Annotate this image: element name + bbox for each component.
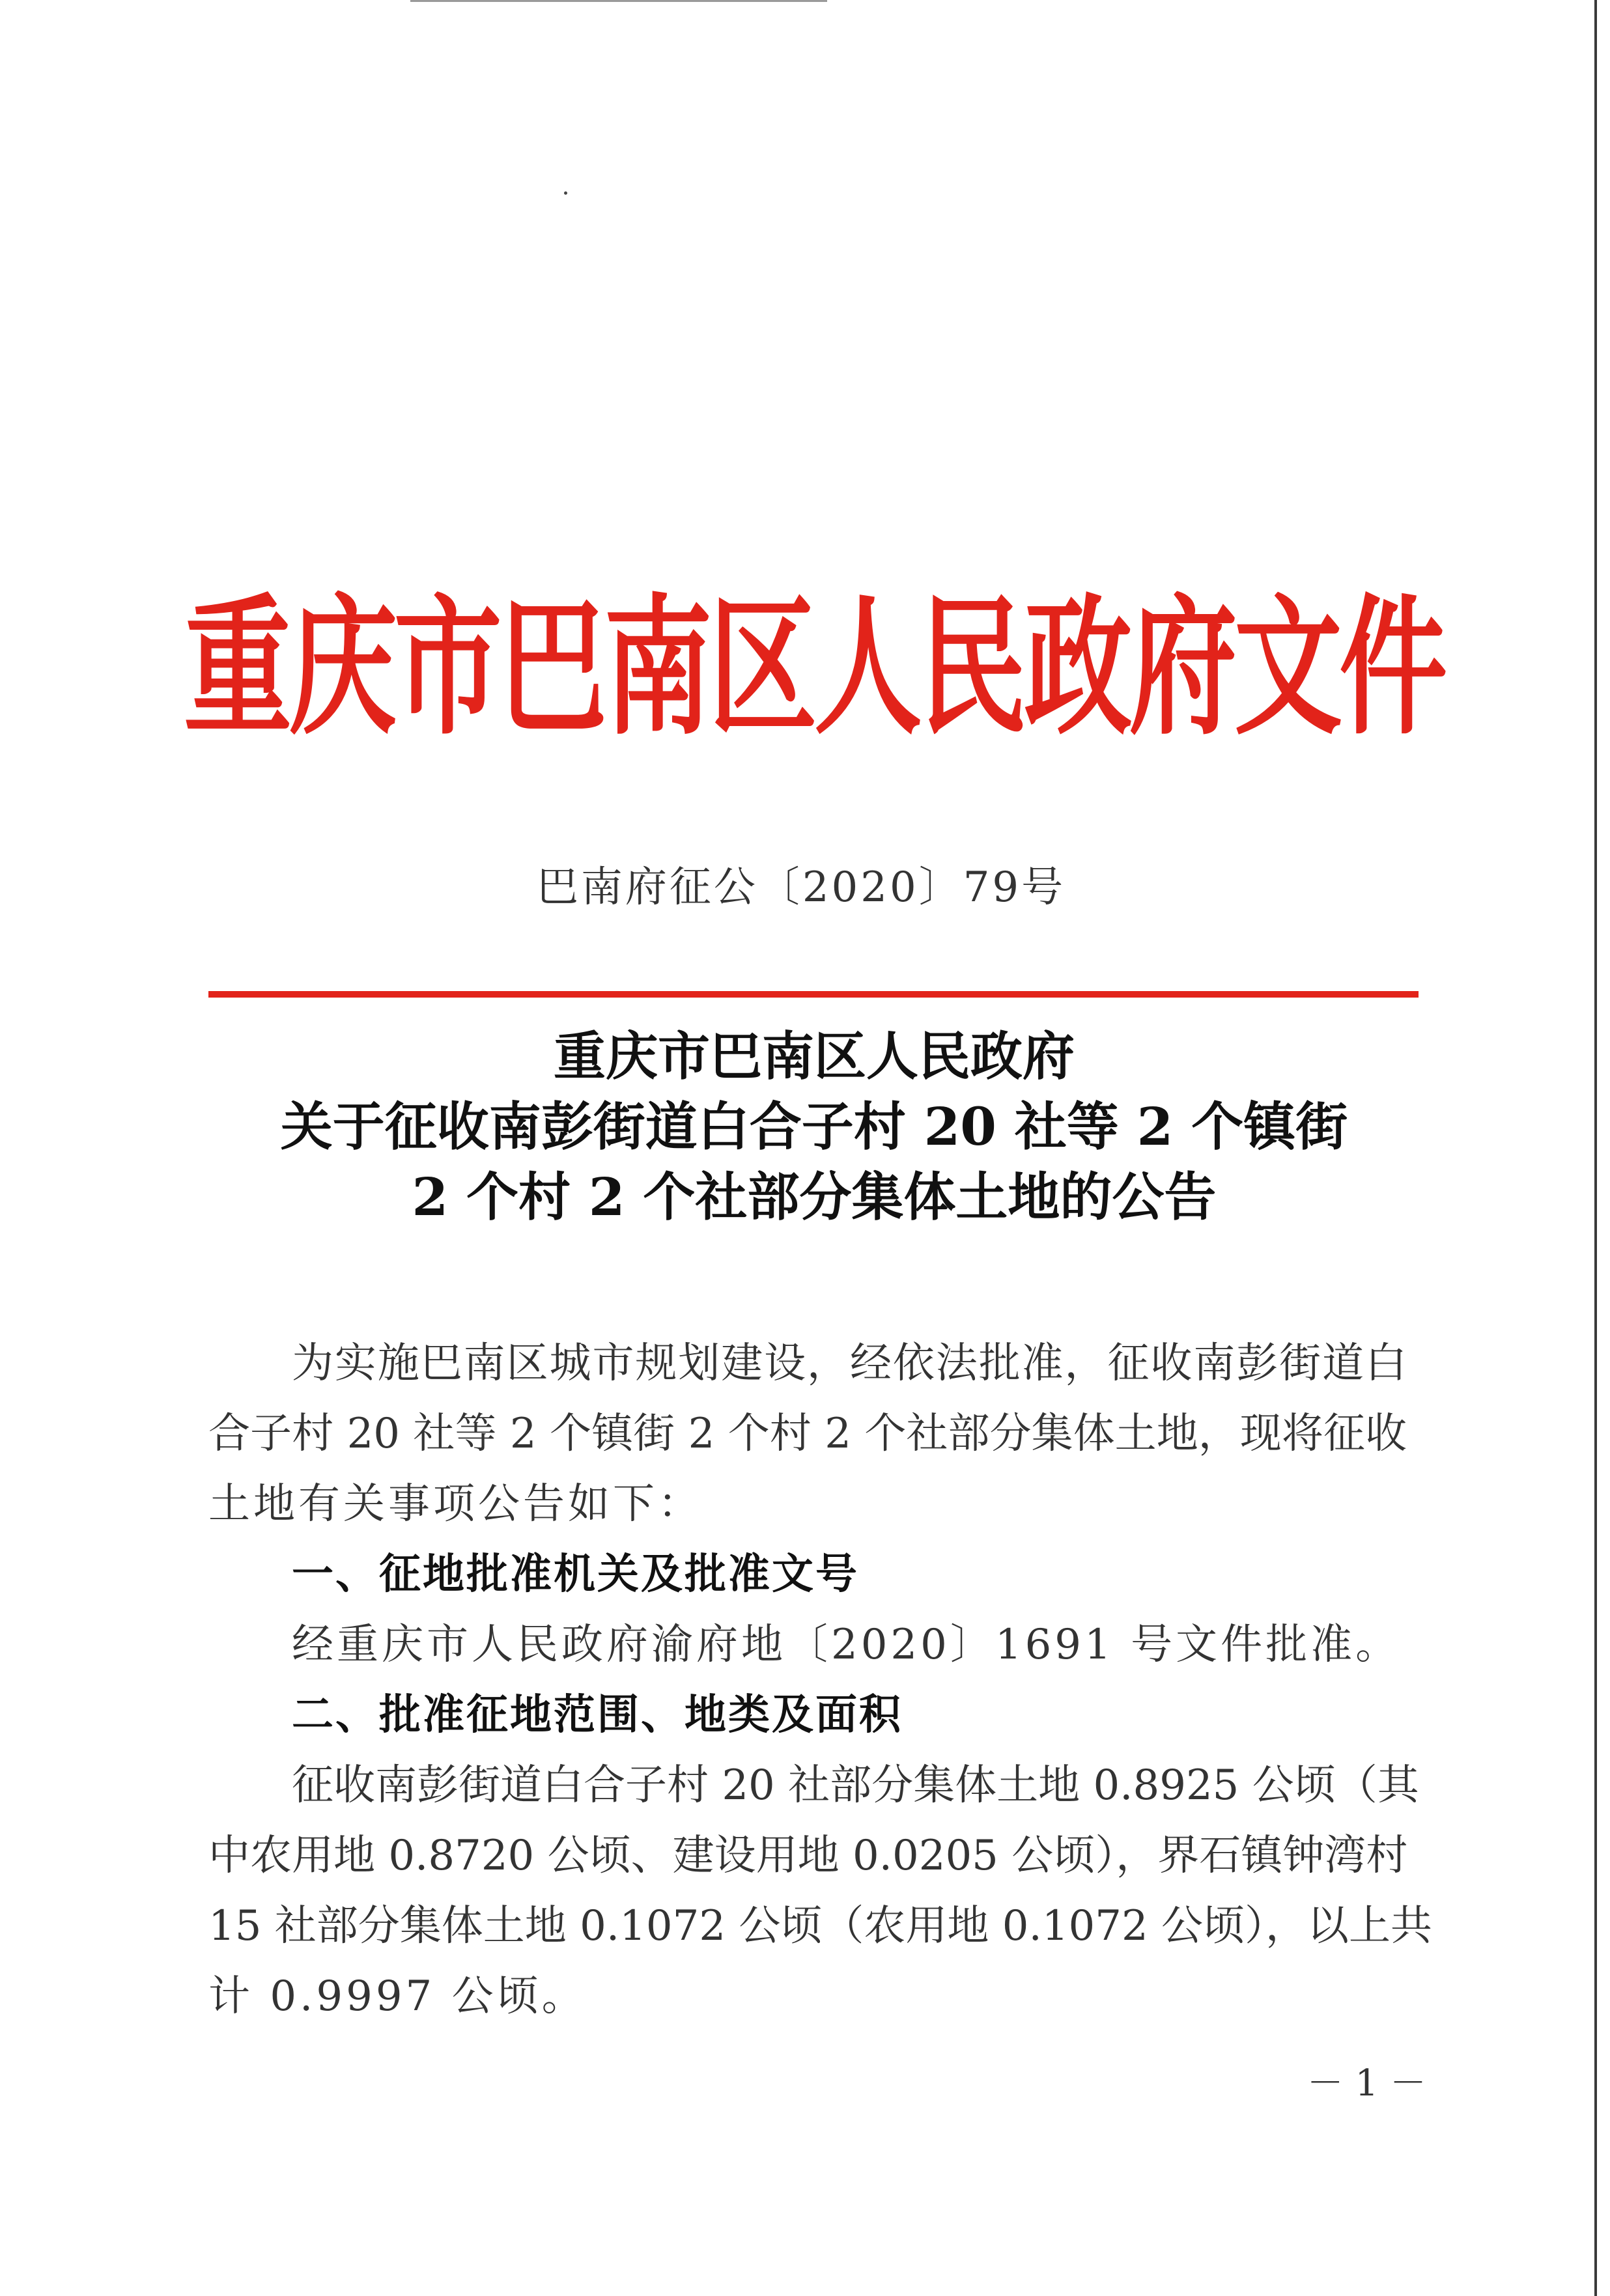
title-line-3: 2 个村 2 个社部分集体土地的公告 [412, 1166, 1217, 1227]
body-line-10: 计 0.9997 公顷。 [208, 1972, 587, 2021]
body-line-9: 15 社部分集体土地 0.1072 公顷（农用地 0.1072 公顷），以上共 [208, 1902, 1433, 1950]
title-line-1: 重庆市巴南区人民政府 [554, 1026, 1075, 1087]
page-number: － 1 － [1306, 2062, 1426, 2105]
red-divider [208, 991, 1419, 998]
section-heading-1: 一、征地批准机关及批准文号 [292, 1550, 859, 1599]
body-line-3: 土地有关事项公告如下： [208, 1480, 703, 1528]
scan-top-edge-mark [410, 0, 827, 2]
scan-right-edge [1594, 0, 1597, 2296]
masthead: 重庆市巴南区人民政府文件 [184, 581, 1445, 755]
announcement-title [195, 1021, 1433, 1232]
scan-dot [564, 191, 567, 195]
section-heading-2: 二、批准征地范围、地类及面积 [292, 1691, 903, 1739]
body-line-1: 为实施巴南区城市规划建设，经依法批准，征收南彭街道白 [292, 1339, 1407, 1388]
body-line-2: 合子村 20 社等 2 个镇街 2 个村 2 个社部分集体土地，现将征收 [208, 1410, 1407, 1458]
document-number: 巴南府征公〔2020〕79号 [536, 863, 1066, 912]
body-line-7: 征收南彭街道白合子村 20 社部分集体土地 0.8925 公顷（其 [292, 1761, 1419, 1810]
title-line-2: 关于征收南彭街道白合子村 20 社等 2 个镇街 [280, 1096, 1348, 1157]
body-text [208, 1328, 1433, 2032]
body-line-8: 中农用地 0.8720 公顷、建设用地 0.0205 公顷），界石镇钟湾村 [208, 1832, 1408, 1880]
body-line-5: 经重庆市人民政府渝府地〔2020〕1691 号文件批准。 [292, 1621, 1401, 1669]
